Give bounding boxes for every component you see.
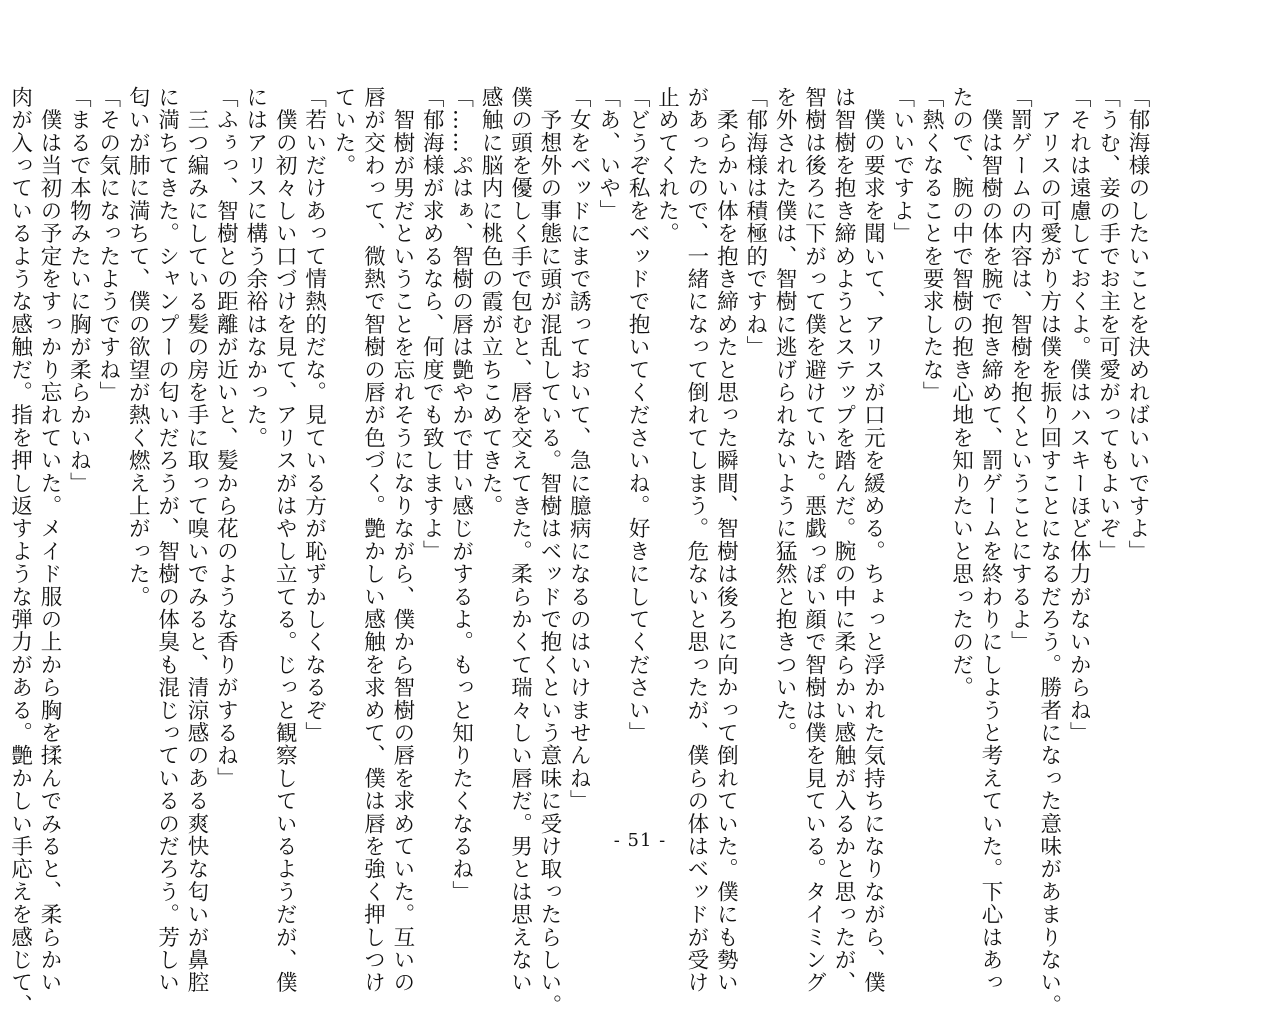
text-line: 僕は智樹の体を腕で抱き締めて、罰ゲームを終わりにしようと考えていた。下心はあっ [977,86,1003,994]
text-line: 予想外の事態に頭が混乱している。智樹はベッドで抱くという意味に受け取ったらしい。 [536,86,562,1017]
text-line: 「どうぞ私をベッドで抱いてくださいね。好きにしてください」 [625,86,651,745]
text-line: に満ちてきた。シャンプーの匂いだろうが、智樹の体臭も混じっているのだろう。芳しい [154,86,180,994]
text-line: 「郁海様が求めるなら、何度でも致しますよ」 [419,86,445,563]
text-line: 僕は当初の予定をすっかり忘れていた。メイド服の上から胸を揉んでみると、柔らかい [36,86,62,995]
text-line: 三つ編みにしている髪の房を手に取って嗅いでみると、清涼感のある爽快な匂いが鼻腔 [184,86,209,994]
text-line: 「女をベッドにまで誘っておいて、急に臆病になるのはいけませんね」 [566,86,592,813]
text-line: 「うむ、妾の手でお主を可愛がってもよいぞ」 [1095,86,1121,563]
text-line: 唇が交わって、微熱で智樹の唇が色づく。艶かしい感触を求めて、僕は唇を強く押しつけ [360,86,386,995]
text-line: にはアリスに構う余裕はなかった。 [242,86,268,450]
text-line: ていた。 [331,86,357,177]
text-line: 肉が入っているような感触だ。指を押し返すような弾力がある。艶かしい手応えを感じて、 [7,86,33,1017]
text-line: 「その気になったようですね」 [95,86,121,404]
text-line: アリスの可愛がり方は僕を振り回すことになるだろう。勝者になった意味があまりない。 [1036,86,1062,1017]
text-line: 僕の頭を優しく手で包むと、唇を交えてきた。柔らかくて瑞々しい唇だ。男とは思えない [507,86,533,994]
text-line: 「熱くなることを要求したな」 [919,86,945,404]
text-line: を外された僕は、智樹に逃げられないように猛然と抱きついた。 [772,86,798,745]
text-line: たので、腕の中で智樹の抱き心地を知りたいと思ったのだ。 [948,86,974,699]
text-line: 「あ、いや」 [595,86,621,223]
text-line: 「若いだけあって情熱的だな。見ている方が恥ずかしくなるぞ」 [301,86,327,745]
text-line: 「ふぅっ、智樹との距離が近いと、髪から花のような香りがするね」 [213,86,239,790]
text-line: 「いいですよ」 [889,86,915,245]
text-line: は智樹を抱き締めようとステップを踏んだ。腕の中に柔らかい感触が入るかと思ったが、 [830,86,856,994]
text-line: 「……ぷはぁ、智樹の唇は艶やかで甘い感じがするよ。もっと知りたくなるね」 [448,86,474,904]
text-line: 智樹は後ろに下がって僕を避けていた。悪戯っぽい顔で智樹は僕を見ている。タイミング [801,86,827,995]
text-line: 「まるで本物みたいに胸が柔らかいね」 [66,86,92,495]
text-line: 僕の要求を聞いて、アリスが口元を緩める。ちょっと浮かれた気持ちになりながら、僕 [860,86,886,994]
text-line: 感触に脳内に桃色の霞が立ちこめてきた。 [478,86,504,518]
text-line: 智樹が男だということを忘れそうになりながら、僕から智樹の唇を求めていた。互いの [389,86,415,994]
text-line: 「それは遠慮しておくよ。僕はハスキーほど体力がないからね」 [1066,86,1092,745]
text-line: があったので、一緒になって倒れてしまう。危ないと思ったが、僕らの体はベッドが受け [683,86,709,994]
text-line: 柔らかい体を抱き締めたと思った瞬間、智樹は後ろに向かって倒れていた。僕にも勢い [713,86,739,994]
text-line: 「郁海様のしたいことを決めればいいですよ」 [1125,86,1150,563]
text-line: 匂いが肺に満ちて、僕の欲望が熱く燃え上がった。 [125,86,151,609]
text-line: 止めてくれた。 [654,86,680,245]
page-number: - 51 - [613,830,667,851]
text-line: 「罰ゲームの内容は、智樹を抱くということにするよ」 [1007,86,1033,654]
text-line: 「郁海様は積極的ですね」 [742,86,768,359]
text-line: 僕の初々しい口づけを見て、アリスがはやし立てる。じっと観察しているようだが、僕 [272,86,298,994]
